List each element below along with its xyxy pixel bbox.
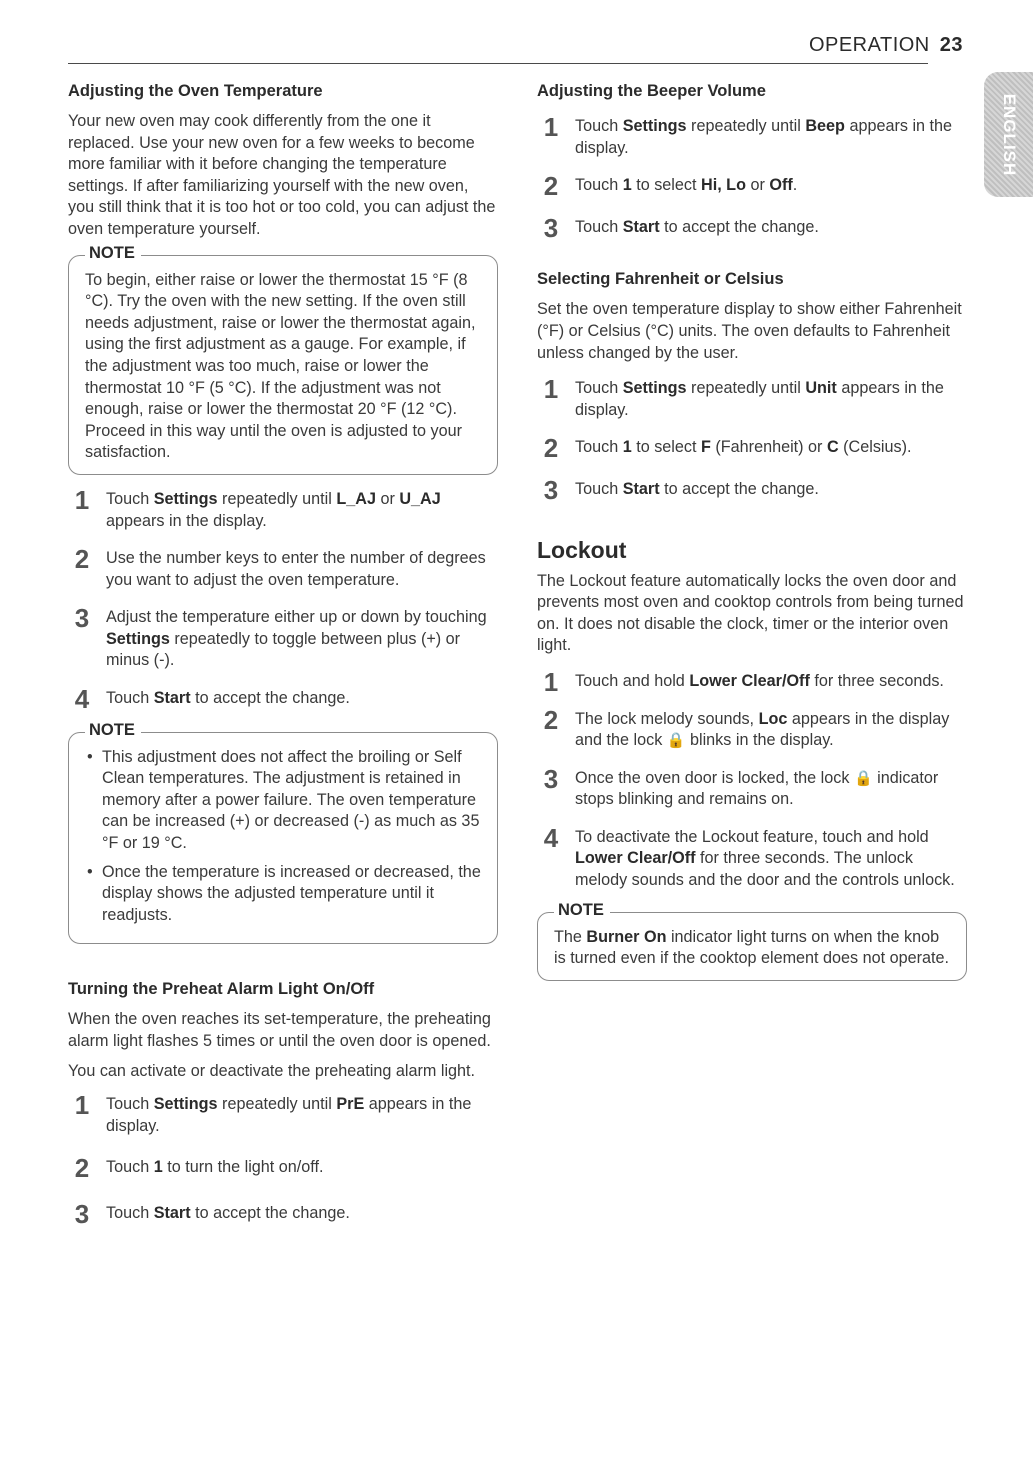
step-text: Touch and hold Lower Clear/Off for three seconds. xyxy=(575,671,944,690)
language-tab xyxy=(984,72,1033,197)
step xyxy=(537,433,967,464)
step-text: Use the number keys to enter the number of degrees you want to adjust the oven temperature. xyxy=(106,549,486,589)
step-number: 1 xyxy=(543,666,559,697)
step-text: To deactivate the Lockout feature, touch and hold Lower Clear/Off for three seconds. The unlock melody sounds and the door and the controls unlock. xyxy=(575,827,955,890)
step-text: Touch Settings repeatedly until PrE appears in the display. xyxy=(106,1095,472,1135)
step-number: 2 xyxy=(543,704,559,735)
step-text: Once the oven door is locked, the lock 🔒 indicator stops blinking and remains on. xyxy=(575,768,939,809)
preheat-paragraph: When the oven reaches its set-temperature, the preheating alarm light flashes 5 times or until the oven door is opened. xyxy=(68,1010,491,1050)
step-number: 4 xyxy=(543,822,559,853)
fahrenheit-heading: Selecting Fahrenheit or Celsius xyxy=(537,270,784,289)
step xyxy=(68,1090,498,1137)
step xyxy=(537,763,967,811)
step-text: Adjust the temperature either up or down by touching Settings repeatedly to toggle between plus (+) or minus (-). xyxy=(106,608,487,670)
right-column xyxy=(537,80,967,995)
step-number: 4 xyxy=(74,684,90,715)
step-text: Touch Start to accept the change. xyxy=(106,1203,350,1222)
step-text: Touch Settings repeatedly until Beep appears in the display. xyxy=(575,117,953,157)
section-name: OPERATION xyxy=(808,34,930,56)
step xyxy=(537,474,967,505)
step xyxy=(537,822,967,892)
step xyxy=(537,374,967,421)
step-number: 2 xyxy=(543,433,559,464)
step-text: Touch Start to accept the change. xyxy=(575,217,819,236)
step-text: Touch 1 to select Hi, Lo or Off. xyxy=(575,176,798,195)
left-column xyxy=(68,80,498,1241)
step xyxy=(68,544,498,591)
lock-icon: 🔒 xyxy=(666,732,686,750)
step xyxy=(68,484,498,532)
note-title: NOTE xyxy=(554,901,610,920)
step-text: Touch Start to accept the change. xyxy=(106,689,350,708)
step-number: 3 xyxy=(543,474,559,505)
step xyxy=(537,666,967,697)
step-number: 1 xyxy=(543,112,559,142)
fahrenheit-intro: Set the oven temperature display to show either Fahrenheit (°F) or Celsius (°C) units. The oven defaults to Fahrenheit unless changed by the user. xyxy=(537,300,962,362)
step-number: 1 xyxy=(543,374,559,405)
page-number: 23 xyxy=(939,34,963,56)
step-number: 1 xyxy=(74,484,90,515)
lockout-heading: Lockout xyxy=(537,536,627,563)
page-header xyxy=(68,34,963,64)
note-list xyxy=(85,747,483,927)
step-text: The lock melody sounds, Loc appears in the display and the lock 🔒 blinks in the display. xyxy=(575,709,950,750)
lockout-intro: The Lockout feature automatically locks the oven door and prevents most oven and cooktop controls from being turned on. It does not disable the clock, timer or the interior oven light. xyxy=(537,571,964,655)
step xyxy=(68,603,498,672)
note-text: To begin, either raise or lower the thermostat 15 °F (8 °C). Try the oven with the new setting. If the oven still needs adjustment, raise or lower the thermostat again, using the first adjustment as a gauge. For example, if the adjustment was too much, raise or lower the thermostat 10 °F (5 °C). If the adjustment was not enough, raise or lower the thermostat 20 °F (12 °C). Proceed in this way until the oven is adjusted to your satisfaction. xyxy=(85,270,476,462)
step-number: 3 xyxy=(543,763,559,794)
step-text: Touch Start to accept the change. xyxy=(575,479,819,498)
step xyxy=(537,171,967,202)
beeper-heading: Adjusting the Beeper Volume xyxy=(537,82,766,100)
step-number: 2 xyxy=(74,1153,90,1184)
step xyxy=(68,1153,498,1184)
note-box-thermostat xyxy=(68,243,498,475)
step-number: 2 xyxy=(74,544,90,575)
preheat-heading: Turning the Preheat Alarm Light On/Off xyxy=(68,980,375,999)
header-title xyxy=(809,34,963,57)
step-number: 3 xyxy=(74,1198,90,1229)
step-text: Touch 1 to turn the light on/off. xyxy=(106,1158,324,1177)
step-number: 1 xyxy=(74,1090,90,1121)
step xyxy=(537,704,967,752)
step-number: 2 xyxy=(543,171,559,202)
lock-icon: 🔒 xyxy=(853,769,873,787)
step-number: 3 xyxy=(74,603,90,634)
step xyxy=(68,684,498,715)
step-text: Touch Settings repeatedly until Unit appears in the display. xyxy=(575,379,944,419)
note-box-burner xyxy=(537,900,967,981)
note-title: NOTE xyxy=(85,721,141,740)
language-tab-label: ENGLISH xyxy=(999,93,1019,176)
step xyxy=(68,1198,498,1229)
note-title: NOTE xyxy=(85,244,141,263)
step-number: 3 xyxy=(543,212,559,243)
step xyxy=(537,112,967,159)
note-text: The Burner On indicator light turns on when the knob is turned even if the cooktop element does not operate. xyxy=(554,927,950,968)
oven-temp-heading: Adjusting the Oven Temperature xyxy=(68,82,323,100)
note-list-item: • This adjustment does not affect the broiling or Self Clean temperatures. The adjustment is retained in memory after a power failure. The oven temperature can be increased (+) or decreased (-) as much as 35 °F or 19 °C. xyxy=(85,747,483,855)
step-text: Touch 1 to select F (Fahrenheit) or C (Celsius). xyxy=(575,438,912,457)
note-list-item: • Once the temperature is increased or decreased, the display shows the adjusted temperature until it readjusts. xyxy=(85,862,483,927)
oven-temp-intro: Your new oven may cook differently from the one it replaced. Use your new oven for a few weeks to become more familiar with it before changing the temperature settings. If after familiarizing yourself with the new oven, you still think that it is too hot or too cold, you can adjust the oven temperature yourself. xyxy=(68,112,496,238)
step xyxy=(537,212,967,243)
step-text: Touch Settings repeatedly until L_AJ or U_AJ appears in the display. xyxy=(106,489,441,530)
note-box-adjustment xyxy=(68,720,498,945)
preheat-paragraph: You can activate or deactivate the preheating alarm light. xyxy=(68,1061,476,1080)
header-rule xyxy=(68,63,928,64)
